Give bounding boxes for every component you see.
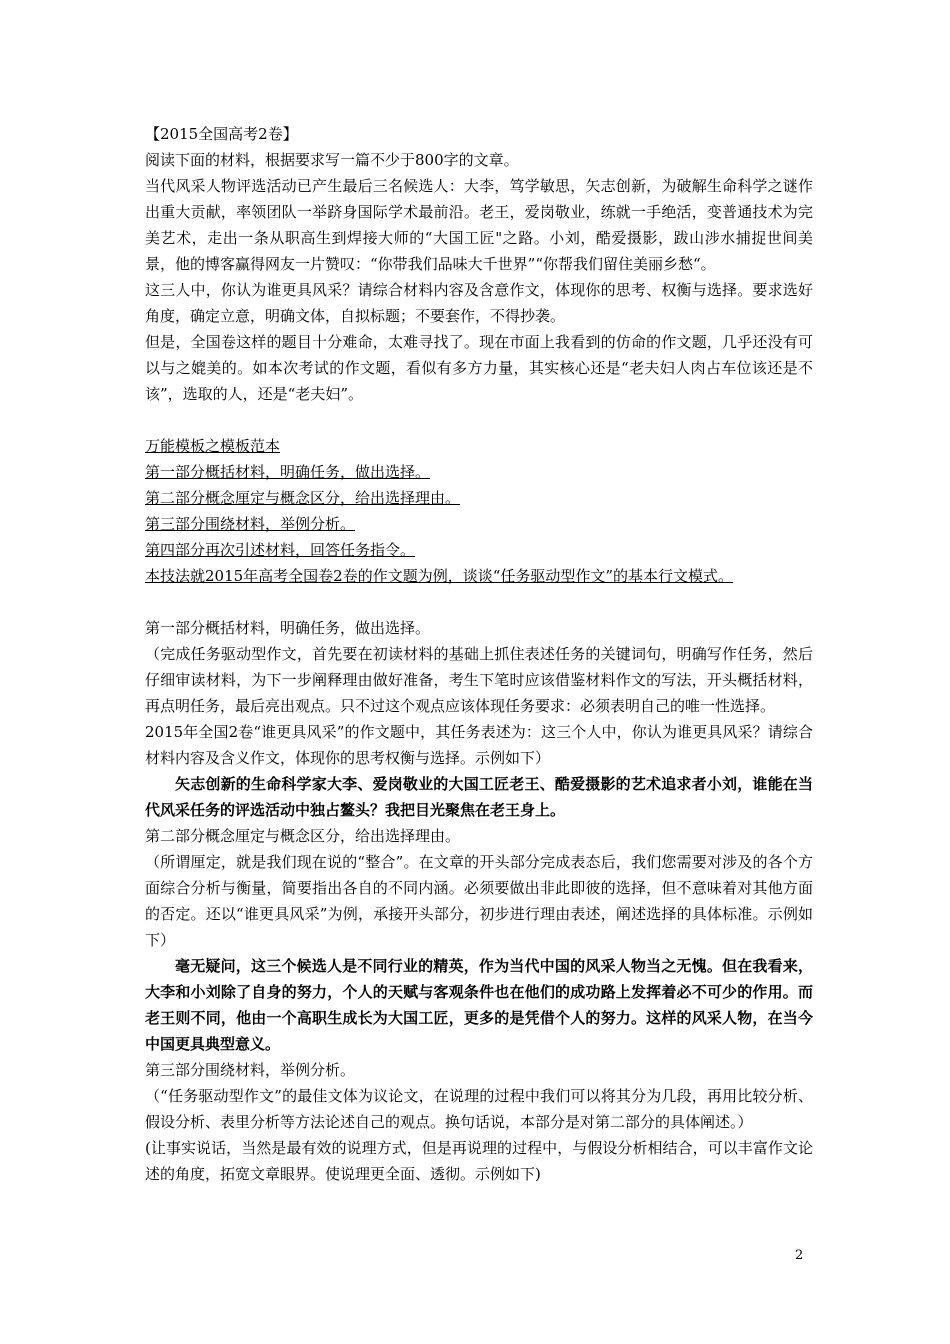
section-title: 第三部分围绕材料，举例分析。 [145, 1061, 356, 1079]
section-title: 第二部分概念厘定与概念区分，给出选择理由。 [145, 827, 461, 845]
template-title: 万能模板之模板范本 [145, 437, 281, 455]
section-note: （“任务驱动型作文”的最佳文体为议论文，在说理的过程中我们可以将其分为几段，再用比较分析、假设分析、表里分析等方法论述自己的观点。换句话说，本部分是对第二部分的具体阐述。） [145, 1087, 813, 1131]
section-note: （所谓厘定，就是我们现在说的“整合”。在文章的开头部分完成表态后，我们您需要对涉及的各个方面综合分析与衡量，简要指出各自的不同内涵。必须要做出非此即彼的选择，但不意味着对其他方面的否定。还以“谁更具风采”为例，承接开头部分，初步进行理由表述，阐述选择的具体标准。示例如下） [145, 853, 813, 949]
template-item: 本技法就2015年高考全国卷2卷的作文题为例，谈谈“任务驱动型作文”的基本行文模式。 [145, 567, 734, 585]
template-item: 第一部分概括材料，明确任务，做出选择。 [145, 463, 431, 481]
example-paragraph: 毫无疑问，这三个候选人是不同行业的精英，作为当代中国的风采人物当之无愧。但在我看来，大李和小刘除了自身的努力，个人的天赋与客观条件也在他们的成功路上发挥着必不可少的作用。而老王则不同，他由一个高职生成长为大国工匠，更多的是凭借个人的努力。这样的风采人物，在当今中国更具典型意义。 [145, 957, 813, 1053]
document-body [145, 121, 813, 1187]
section-note: （完成任务驱动型作文，首先要在初读材料的基础上抓住表述任务的关键词句，明确写作任务，然后仔细审读材料，为下一步阐释理由做好准备，考生下笔时应该借鉴材料作文的写法，开头概括材料，再点明任务，最后亮出观点。只不过这个观点应该体现任务要求：必须表明自己的唯一性选择。 [145, 645, 813, 715]
exam-heading: 【2015全国高考2卷】 [145, 125, 298, 143]
section-title: 第一部分概括材料，明确任务，做出选择。 [145, 619, 431, 637]
template-item: 第二部分概念厘定与概念区分，给出选择理由。 [145, 489, 461, 507]
example-paragraph: 矢志创新的生命科学家大李、爱岗敬业的大国工匠老王、酷爱摄影的艺术追求者小刘，谁能在当代风采任务的评选活动中独占鳌头？我把目光聚焦在老王身上。 [145, 775, 813, 819]
paragraph: 阅读下面的材料，根据要求写一篇不少于800字的文章。 [145, 151, 519, 169]
paragraph: 当代风采人物评选活动已产生最后三名候选人：大李，笃学敏思，矢志创新，为破解生命科学之谜作出重大贡献，率领团队一举跻身国际学术最前沿。老王，爱岗敬业，练就一手绝活，变普通技术为完美艺术，走出一条从职高生到焊接大师的“大国工匠"之路。小刘，酷爱摄影，跋山涉水捕捉世间美景，他的博客赢得网友一片赞叹：“你带我们品味大千世界”“你帮我们留住美丽乡愁“。 [145, 177, 813, 273]
blank-line [145, 589, 813, 615]
blank-line [145, 407, 813, 433]
paragraph: 这三人中，你认为谁更具风采？请综合材料内容及含意作文，体现你的思考、权衡与选择。要求选好角度，确定立意，明确文体，自拟标题；不要套作，不得抄袭。 [145, 281, 813, 325]
paragraph: 但是，全国卷这样的题目十分难命，太难寻找了。现在市面上我看到的仿命的作文题，几乎还没有可以与之媲美的。如本次考试的作文题，看似有多方力量，其实核心还是“老夫妇人肉占车位该还是不该”，选取的人，还是“老夫妇”。 [145, 333, 813, 403]
section-note: 2015年全国2卷“谁更具风采”的作文题中，其任务表述为：这三个人中，你认为谁更具风采？请综合材料内容及含义作文，体现你的思考权衡与选择。示例如下） [145, 723, 813, 767]
section-note: (让事实说话，当然是最有效的说理方式，但是再说理的过程中，与假设分析相结合，可以丰富作文论述的角度，拓宽文章眼界。使说理更全面、透彻。示例如下) [145, 1139, 813, 1183]
template-item: 第三部分围绕材料，举例分析。 [145, 515, 356, 533]
template-item: 第四部分再次引述材料，回答任务指令。 [145, 541, 416, 559]
page-number: 2 [795, 1248, 804, 1263]
